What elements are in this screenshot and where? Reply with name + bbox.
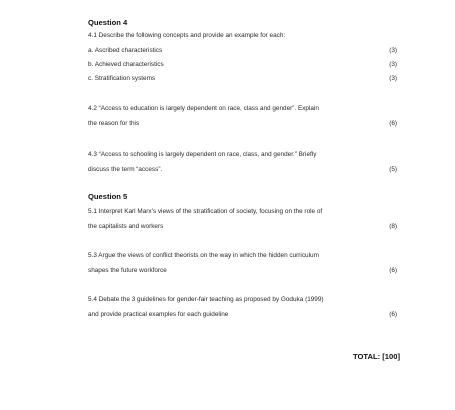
question-5-1-marks: (8)	[389, 223, 397, 230]
question-4-3-line-2: discuss the term “access”.	[88, 166, 163, 173]
question-4-1-item-b: b. Achieved characteristics	[88, 61, 164, 68]
question-4-2-marks: (6)	[389, 120, 397, 127]
question-4-2-line-1: 4.2 “Access to education is largely dependent on race, class and gender”. Explain	[88, 105, 319, 112]
question-4-1-item-b-marks: (3)	[389, 61, 397, 68]
question-5-4-marks: (6)	[389, 311, 397, 318]
question-5-4-line-1: 5.4 Debate the 3 guidelines for gender-fair teaching as proposed by Goduka (1999)	[88, 296, 324, 303]
question-5-3-marks: (6)	[389, 267, 397, 274]
question-4-3-marks: (5)	[389, 166, 397, 173]
question-4-heading: Question 4	[88, 18, 128, 27]
question-5-1-line-2: the capitalists and workers	[88, 223, 164, 230]
question-4-1-intro: 4.1 Describe the following concepts and provide an example for each:	[88, 32, 286, 39]
total-marks: TOTAL: [100]	[353, 352, 400, 361]
question-5-1-line-1: 5.1 Interpret Karl Marx’s views of the stratification of society, focusing on the role of	[88, 208, 323, 215]
question-4-1-item-a-marks: (3)	[389, 47, 397, 54]
question-5-3-line-2: shapes the future workforce	[88, 267, 167, 274]
question-4-1-item-a: a. Ascribed characteristics	[88, 47, 163, 54]
question-4-2-line-2: the reason for this	[88, 120, 140, 127]
question-4-3-line-1: 4.3 “Access to schooling is largely dependent on race, class, and gender.” Briefly	[88, 151, 317, 158]
question-4-1-item-c-marks: (3)	[389, 75, 397, 82]
question-5-heading: Question 5	[88, 192, 128, 201]
question-5-3-line-1: 5.3 Argue the views of conflict theorists on the way in which the hidden curriculum	[88, 252, 319, 259]
question-4-1-item-c: c. Stratification systems	[88, 75, 156, 82]
question-5-4-line-2: and provide practical examples for each guideline	[88, 311, 229, 318]
